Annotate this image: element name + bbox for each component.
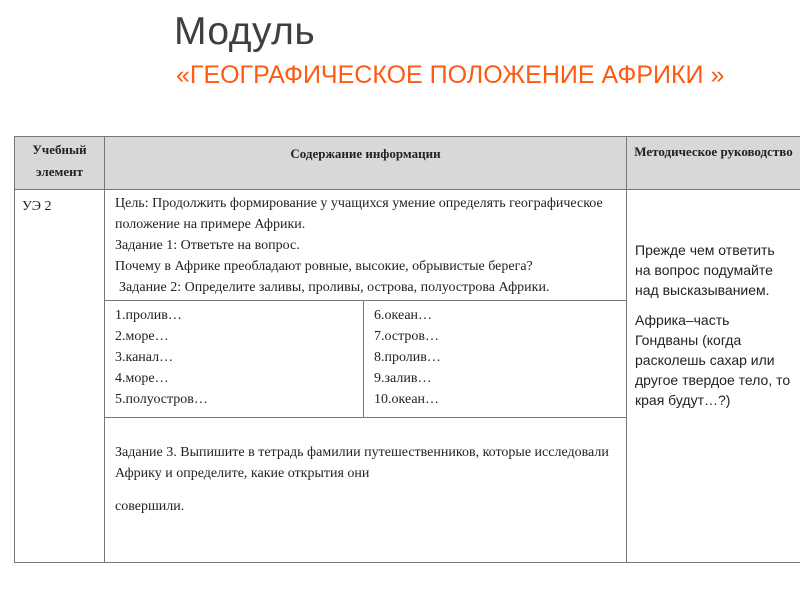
content-row — [15, 190, 800, 301]
header-content: Содержание информации — [105, 137, 627, 190]
guidance-text-1: Прежде чем ответить на вопрос подумайте над высказыванием. — [635, 242, 775, 298]
list-item: 3.канал… — [115, 350, 174, 365]
task3-text: Задание 3. Выпишите в тетрадь фамилии путешественников, которые исследовали Африку и определите, какие открытия они — [115, 445, 609, 481]
list-item: 8.пролив… — [374, 350, 441, 365]
module-title: Модуль — [174, 10, 316, 53]
list-right-cell — [364, 301, 627, 418]
element-cell: УЭ 2 — [15, 190, 105, 563]
header-row — [15, 137, 800, 190]
header-element: Учебный элемент — [15, 137, 105, 190]
task3-cell — [105, 418, 627, 563]
list-item: 1.пролив… — [115, 308, 182, 323]
module-subtitle: «ГЕОГРАФИЧЕСКОЕ ПОЛОЖЕНИЕ АФРИКИ » — [176, 61, 725, 89]
task1-text: Задание 1: Ответьте на вопрос. — [115, 238, 300, 253]
header-guidance: Методическое руководство — [627, 137, 800, 190]
info-table — [14, 136, 800, 563]
guidance-cell — [627, 190, 800, 563]
list-item: 2.море… — [115, 329, 169, 344]
list-item: 4.море… — [115, 371, 169, 386]
list-item: 6.океан… — [374, 308, 433, 323]
task3-text-end: совершили. — [115, 499, 185, 514]
list-item: 5.полуостров… — [115, 392, 208, 407]
task2-text: Задание 2: Определите заливы, проливы, острова, полуострова Африки. — [119, 280, 550, 295]
question-text: Почему в Африке преобладают ровные, высокие, обрывистые берега? — [115, 259, 533, 274]
list-item: 7.остров… — [374, 329, 439, 344]
guidance-text-2: Африка–часть Гондваны (когда расколешь сахар или другое твердое тело, то края будут…?) — [635, 312, 791, 408]
list-item: 10.океан… — [374, 392, 440, 407]
goal-text: Цель: Продолжить формирование у учащихся умение определять географическое положение на примере Африки. — [115, 196, 603, 232]
list-item: 9.залив… — [374, 371, 432, 386]
list-left-cell — [105, 301, 364, 418]
task-cell — [105, 190, 627, 301]
